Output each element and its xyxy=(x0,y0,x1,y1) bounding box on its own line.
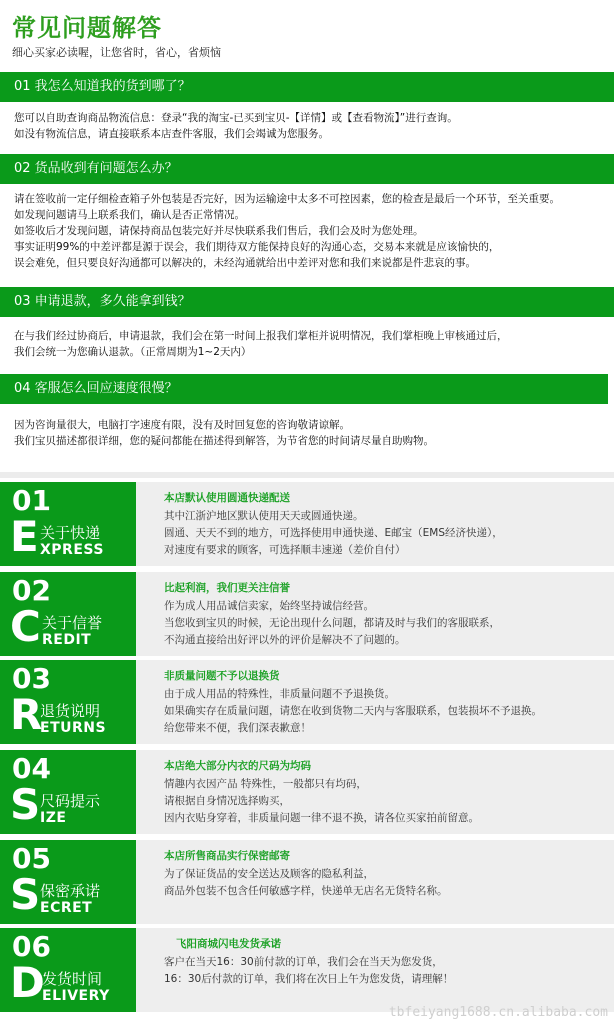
policy-badge xyxy=(0,660,136,744)
page-subtitle: 细心买家必读喔，让您省时，省心，省烦恼 xyxy=(12,46,221,59)
policy-cn-title: 关于信誉 xyxy=(42,614,103,632)
policy-panel xyxy=(136,482,614,566)
policy-text: 作为成人用品诚信卖家，始终坚持诚信经营。 当您收到宝贝的时候，无论出现什么问题，都请及时与我们的客服联系， 不沟通直接给出好评以外的评价是解决不了问题的。 xyxy=(164,600,500,646)
policy-cn-title: 退货说明 xyxy=(40,702,101,720)
faq-question-1: 01 我怎么知道我的货到哪了？ xyxy=(14,79,191,94)
policy-initial: C xyxy=(10,602,41,651)
faq-question-2: 02 货品收到有问题怎么办？ xyxy=(14,161,178,176)
policy-initial: R xyxy=(10,690,43,739)
policy-panel xyxy=(136,928,614,1012)
policy-en-title: IZE xyxy=(40,810,67,826)
policy-number: 01 xyxy=(12,484,51,517)
policy-text: 由于成人用品的特殊性，非质量问题不予退换货。 如果确实存在质量问题，请您在收到货物二天内与客服联系，包装损坏不予退换。 给您带来不便，我们深表歉意！ xyxy=(164,688,542,734)
policy-heading: 比起利润，我们更关注信誉 xyxy=(164,582,290,594)
policy-en-title: REDIT xyxy=(42,632,92,648)
policy-text: 其中江浙沪地区默认使用天天或圆通快递。 圆通、天天不到的地方，可选择使用申通快递、E邮宝（EMS经济快递）， 对速度有要求的顾客，可选择顺丰速递（差价自付） xyxy=(164,510,503,556)
policy-initial: D xyxy=(10,958,45,1007)
faq-answer-1: 您可以自助查询商品物流信息：登录“我的淘宝-已买到宝贝-【详情】或【查看物流】”进行查询。 如没有物流信息，请直接联系本店查件客服，我们会竭诚为您服务。 xyxy=(14,112,458,140)
policy-heading: 非质量问题不予以退换货 xyxy=(164,670,280,682)
faq-question-3: 03 申请退款，多久能拿到钱？ xyxy=(14,294,191,309)
policy-number: 02 xyxy=(12,574,51,607)
policy-cn-title: 关于快递 xyxy=(40,524,101,542)
policy-panel xyxy=(136,750,614,834)
policy-heading: 本店绝大部分内衣的尺码为均码 xyxy=(164,760,311,772)
policy-en-title: ECRET xyxy=(40,900,93,916)
faq-answer-3: 在与我们经过协商后，申请退款，我们会在第一时间上报我们掌柜并说明情况，我们掌柜晚上审核通过后， 我们会统一为您确认退款。（正常周期为1~2天内） xyxy=(14,330,508,358)
site-watermark: tbfeiyang1688.cn.alibaba.com xyxy=(388,1005,608,1020)
policy-heading: 本店默认使用圆通快递配送 xyxy=(164,492,290,504)
policy-badge xyxy=(0,572,136,656)
policy-panel xyxy=(136,572,614,656)
policy-row-returns xyxy=(0,660,614,744)
policy-row-size xyxy=(0,750,614,834)
policy-number: 06 xyxy=(12,930,51,963)
policy-row-secret xyxy=(0,840,614,924)
policy-number: 05 xyxy=(12,842,51,875)
policy-cn-title: 发货时间 xyxy=(42,970,103,988)
policy-heading: 飞阳商城闪电发货承诺 xyxy=(176,938,281,950)
policy-panel xyxy=(136,840,614,924)
faq-answer-4: 因为咨询量很大，电脑打字速度有限，没有及时回复您的咨询敬请谅解。 我们宝贝描述都很详细，您的疑问都能在描述得到解答，为节省您的时间请尽量自助购物。 xyxy=(14,419,434,447)
page-title: 常见问题解答 xyxy=(12,14,162,42)
faq-question-bar-1 xyxy=(0,72,614,102)
faq-answer-2: 请在签收前一定仔细检查箱子外包装是否完好，因为运输途中太多不可控因素，您的检查是最后一个环节，至关重要。 如发现问题请马上联系我们，确认是否正常情况。 如签收后才发现问题，请保持商品包装完好并尽快联系我们售后，我们会及时为您处理。 事实证明99%的中差评都是源于误会，我们期待双方能保持良好的沟通心态，交易本来就是应该愉快的， 误会难免，但只要良好沟通都可以解决的，未经沟通就给出中差评对您和我们来说都是件悲哀的事。 xyxy=(14,193,560,269)
policy-en-title: XPRESS xyxy=(40,542,104,558)
policy-number: 04 xyxy=(12,752,51,785)
policy-heading: 本店所售商品实行保密邮寄 xyxy=(164,850,290,862)
policy-number: 03 xyxy=(12,662,51,695)
faq-question-bar-4 xyxy=(0,374,608,404)
faq-question-bar-3 xyxy=(0,287,614,317)
policy-en-title: ETURNS xyxy=(40,720,107,736)
policy-badge xyxy=(0,928,136,1012)
section-divider xyxy=(0,472,614,478)
policy-panel xyxy=(136,660,614,744)
policy-row-credit xyxy=(0,572,614,656)
faq-question-4: 04 客服怎么回应速度很慢？ xyxy=(14,381,178,396)
policy-text: 客户在当天16：30前付款的订单，我们会在当天为您发货， 16：30后付款的订单，我们将在次日上午为您发货，请理解！ xyxy=(164,956,454,985)
policy-cn-title: 保密承诺 xyxy=(40,882,101,900)
policy-row-express xyxy=(0,482,614,566)
policy-initial: S xyxy=(10,870,41,919)
policy-row-delivery xyxy=(0,928,614,1012)
policy-badge xyxy=(0,840,136,924)
policy-text: 情趣内衣因产品 特殊性，一般都只有均码， 请根据自身情况选择购买， 因内衣贴身穿着，非质量问题一律不退不换，请各位买家拍前留意。 xyxy=(164,778,479,824)
policy-initial: S xyxy=(10,780,41,829)
policy-badge xyxy=(0,482,136,566)
policy-cn-title: 尺码提示 xyxy=(40,792,101,810)
policy-initial: E xyxy=(10,512,39,561)
policy-badge xyxy=(0,750,136,834)
policy-text: 为了保证货品的安全送达及顾客的隐私利益， 商品外包装不包含任何敏感字样，快递单无店名无货特名称。 xyxy=(164,868,448,897)
faq-question-bar-2 xyxy=(0,154,614,184)
policy-en-title: ELIVERY xyxy=(42,988,110,1004)
